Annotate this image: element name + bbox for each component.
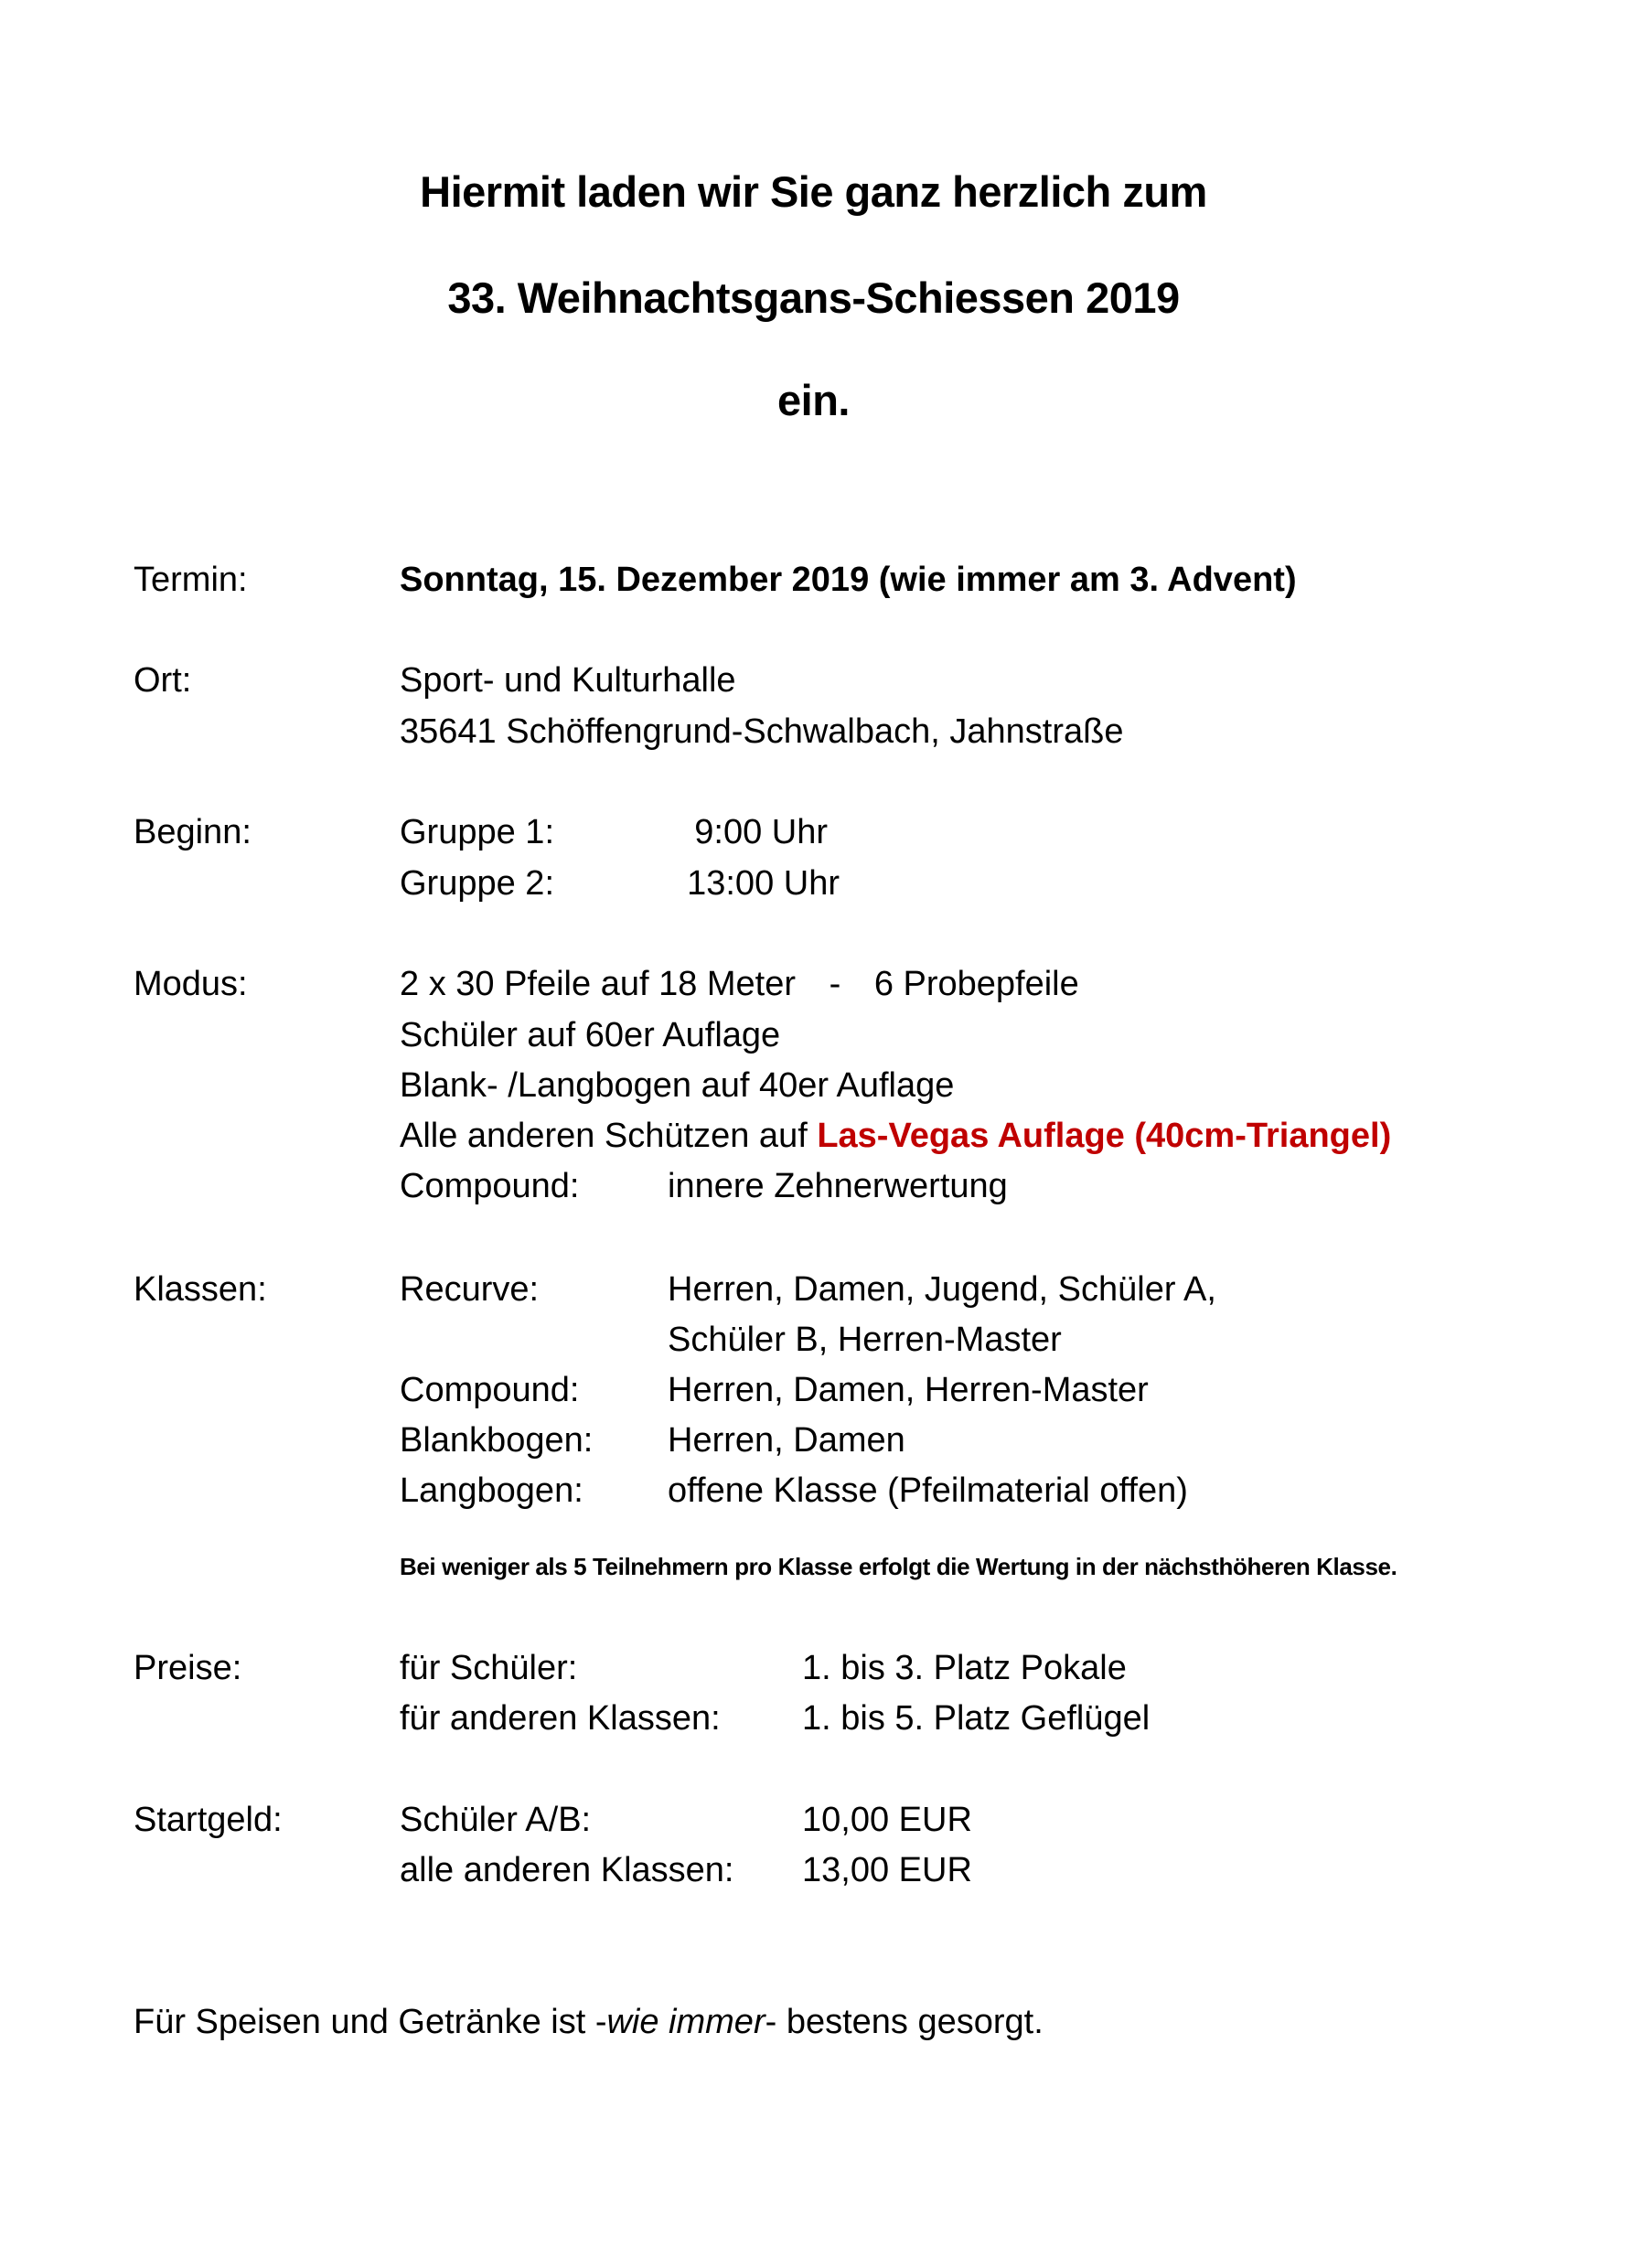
ort-venue: Sport- und Kulturhalle: [400, 661, 736, 700]
las-vegas-highlight: Las-Vegas Auflage (40cm-Triangel): [817, 1117, 1392, 1155]
fee-amount: 10,00 EUR: [802, 1801, 972, 1839]
fee-amount: 13,00 EUR: [802, 1851, 972, 1889]
invitation-heading-line-1: Hiermit laden wir Sie ganz herzlich zum: [420, 167, 1207, 216]
fee-group: Schüler A/B:: [400, 1801, 592, 1839]
modus-line-1: [400, 958, 1079, 1010]
compound-label: Compound:: [400, 1167, 580, 1205]
modus-practice-arrows: 6 Probepfeile: [873, 965, 1079, 1003]
class-list: offene Klasse (Pfeilmaterial offen): [668, 1471, 1188, 1510]
modus-arrows: 2 x 30 Pfeile auf 18 Meter: [400, 965, 797, 1003]
compound-scoring: innere Zehnerwertung: [668, 1167, 1008, 1205]
catering-note: [134, 1996, 1044, 2048]
bow-type: Compound:: [400, 1371, 580, 1409]
prize-group: für anderen Klassen:: [400, 1699, 721, 1738]
prize-group: für Schüler:: [400, 1649, 578, 1687]
ort-address: 35641 Schöffengrund-Schwalbach, Jahnstraße: [400, 712, 1124, 751]
bow-type: Recurve:: [400, 1270, 540, 1309]
event-title: 33. Weihnachtsgans-Schiessen 2019: [447, 273, 1180, 322]
class-list: Herren, Damen, Jugend, Schüler A,: [668, 1270, 1216, 1309]
ort-label: Ort:: [134, 661, 192, 700]
modus-line-4: [400, 1110, 1391, 1161]
bow-type: Langbogen:: [400, 1471, 583, 1510]
class-list: Herren, Damen: [668, 1421, 905, 1460]
klassen-note: Bei weniger als 5 Teilnehmern pro Klasse erfolgt die Wertung in der nächsthöheren Klasse.: [400, 1553, 1397, 1580]
group-time: 9:00 Uhr: [694, 813, 828, 851]
class-list: Schüler B, Herren-Master: [668, 1321, 1062, 1359]
modus-line-3: Blank- /Langbogen auf 40er Auflage: [400, 1066, 955, 1105]
modus-line-4-prefix: Alle anderen Schützen auf: [400, 1117, 818, 1155]
fee-group: alle anderen Klassen:: [400, 1851, 734, 1889]
startgeld-label: Startgeld:: [134, 1801, 283, 1839]
class-list: Herren, Damen, Herren-Master: [668, 1371, 1149, 1409]
modus-line-2: Schüler auf 60er Auflage: [400, 1016, 781, 1054]
modus-separator: -: [829, 965, 841, 1003]
beginn-label: Beginn:: [134, 813, 252, 851]
group-name: Gruppe 1:: [400, 813, 554, 851]
catering-note-suffix: - bestens gesorgt.: [765, 2003, 1044, 2041]
group-name: Gruppe 2:: [400, 864, 554, 903]
catering-note-prefix: Für Speisen und Getränke ist -: [134, 2003, 607, 2041]
modus-label: Modus:: [134, 965, 248, 1003]
group-time: 13:00 Uhr: [687, 864, 840, 903]
invitation-heading-line-3: ein.: [777, 376, 850, 424]
bow-type: Blankbogen:: [400, 1421, 594, 1460]
termin-value: Sonntag, 15. Dezember 2019 (wie immer am 3. Advent): [400, 561, 1297, 599]
klassen-label: Klassen:: [134, 1270, 267, 1309]
prize-value: 1. bis 3. Platz Pokale: [802, 1649, 1127, 1687]
prize-value: 1. bis 5. Platz Geflügel: [802, 1699, 1151, 1738]
preise-label: Preise:: [134, 1649, 242, 1687]
catering-note-italic: wie immer: [606, 2003, 765, 2041]
termin-label: Termin:: [134, 561, 248, 599]
